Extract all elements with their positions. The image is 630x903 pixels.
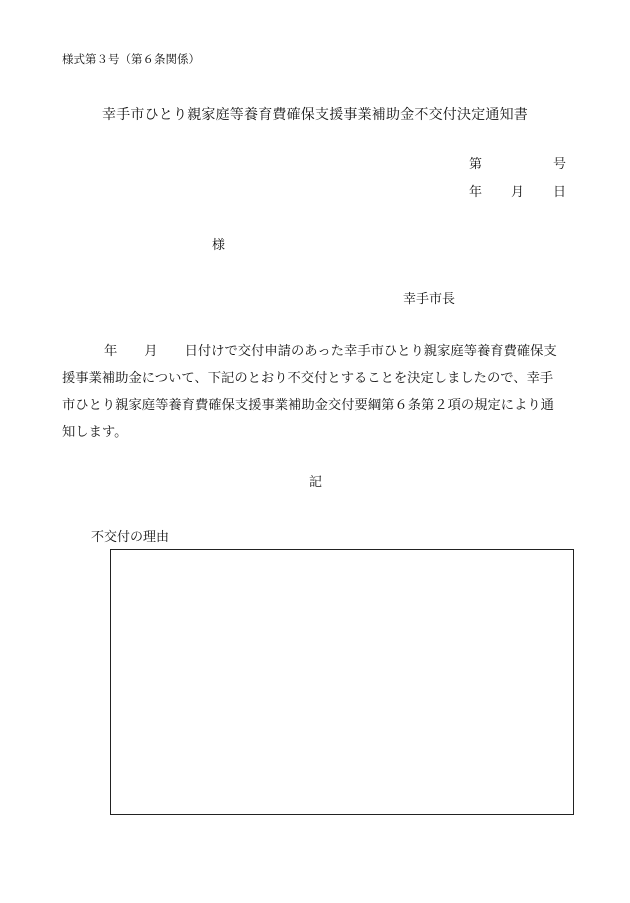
body-year: 年 [104,344,118,359]
document-title: 幸手市ひとり親家庭等養育費確保支援事業補助金不交付決定通知書 [102,107,528,123]
body-line-3: 市ひとり親家庭等養育費確保支援事業補助金交付要綱第６条第２項の規定により通 [62,398,554,413]
reason-label: 不交付の理由 [91,530,170,545]
body-line-1 [104,345,557,358]
date-year: 年 [469,185,483,200]
date-month: 月 [511,185,525,200]
date-day: 日 [553,185,567,200]
form-number: 様式第３号（第６条関係） [62,52,200,66]
ki-heading: 記 [309,475,323,490]
addressee-suffix: 様 [212,238,226,253]
body-line-2: 援事業補助金について、下記のとおり不交付とすることを決定しましたので、幸手 [62,371,554,386]
body-line-1-text: 日付けで交付申請のあった幸手市ひとり親家庭等養育費確保支 [184,344,557,359]
body-month: 月 [144,344,158,359]
body-line-4: 知します。 [62,425,128,440]
document-number-prefix: 第 [469,157,483,172]
sender-name: 幸手市長 [403,292,456,307]
reason-box [110,549,574,815]
document-number-suffix: 号 [553,157,567,172]
